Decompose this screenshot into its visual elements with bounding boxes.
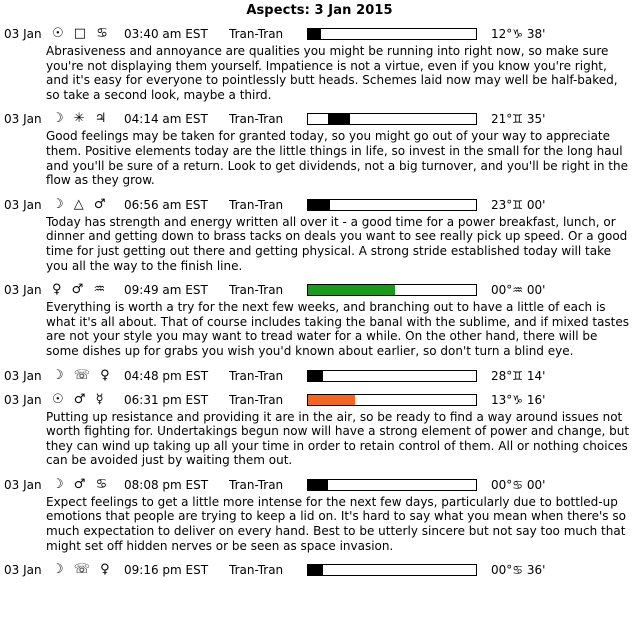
aspect-position: 00°♋ 00' xyxy=(491,477,546,492)
aspect-position: 21°♊ 35' xyxy=(491,112,546,127)
aspect-header-row xyxy=(0,24,639,44)
aspect-time: 04:14 am EST xyxy=(124,112,208,127)
aspect-position: 23°♊ 00' xyxy=(491,197,546,212)
aspect-date: 03 Jan xyxy=(4,112,42,127)
aspect-description: Good feelings may be taken for granted today, so you might go out of your way to appreciate them. Positive elements today are the little things in life, so invest in the small for the long haul and you'll be sure of a return. Look to get dividends, not a big turnover, and you'll be right in the flow as they grow. xyxy=(46,129,628,188)
aspect-strength-bar xyxy=(307,564,477,576)
aspect-position: 12°♑ 38' xyxy=(491,27,546,41)
aspect-strength-bar xyxy=(307,479,477,491)
aspect-strength-bar xyxy=(307,199,477,211)
aspect-date: 03 Jan xyxy=(4,283,42,298)
aspect-entry xyxy=(0,195,639,280)
aspect-strength-bar xyxy=(307,370,477,382)
aspect-description: Putting up resistance and providing it are in the air, so be ready to find a way around issues not worth fighting for. Undertakings begun now will have a strong element of power and change, but they can wind up taking up all your time in order to retain control of them. All or nothing choices can be avoided just by waiting them out. xyxy=(46,409,630,468)
aspect-list xyxy=(0,24,639,584)
aspect-type: Tran-Tran xyxy=(229,27,284,41)
aspect-description: Today has strength and energy written all over it - a good time for a power breakfast, lunch, or dinner and getting down to brass tacks on deals you want to see really pick up speed. Or a good time for just getting out there and getting physical. A strong stride established today will take you all the way to the finish line. xyxy=(46,214,628,273)
aspect-entry xyxy=(0,366,639,390)
aspect-type: Tran-Tran xyxy=(229,197,284,212)
aspect-strength-fill xyxy=(308,480,328,490)
aspect-position: 00°♋ 36' xyxy=(491,563,546,578)
aspect-strength-bar xyxy=(307,28,477,40)
aspect-header-row xyxy=(0,560,639,584)
aspect-header-row xyxy=(0,475,639,495)
aspect-header-row xyxy=(0,280,639,300)
aspect-header-row xyxy=(0,195,639,215)
aspect-glyphs: ☽ △ ♂ xyxy=(52,196,109,212)
aspect-type: Tran-Tran xyxy=(229,477,284,492)
aspect-description: Expect feelings to get a little more intense for the next few days, particularly due to bottled-up emotions that people are trying to keep a lid on. It's hard to say what you mean when there's so much expectation to deliver on every hand. Best to be utterly sincere but not say too much that might set off hidden nerves or be seen as space invasion. xyxy=(46,494,626,553)
aspect-strength-fill xyxy=(308,395,355,405)
aspect-glyphs: ☉ □ ♋ xyxy=(52,26,111,41)
aspect-time: 08:08 pm EST xyxy=(124,477,209,492)
aspect-date: 03 Jan xyxy=(4,477,42,492)
aspect-date: 03 Jan xyxy=(4,197,42,212)
aspect-header-row xyxy=(0,109,639,129)
aspect-type: Tran-Tran xyxy=(229,392,284,407)
aspect-entry xyxy=(0,475,639,560)
aspect-time: 09:16 pm EST xyxy=(124,563,209,578)
aspect-header-row xyxy=(0,366,639,390)
aspect-strength-fill xyxy=(328,114,350,124)
aspect-header-row xyxy=(0,390,639,410)
aspect-type: Tran-Tran xyxy=(229,563,284,578)
aspect-entry xyxy=(0,280,639,365)
aspect-position: 28°♊ 14' xyxy=(491,368,546,383)
aspect-strength-bar xyxy=(307,284,477,296)
aspect-strength-fill xyxy=(308,29,321,39)
aspect-type: Tran-Tran xyxy=(229,283,284,298)
aspect-strength-fill xyxy=(308,285,395,295)
aspect-strength-fill xyxy=(308,200,330,210)
aspect-glyphs: ♀ ♂ ♒ xyxy=(52,282,109,298)
aspect-entry xyxy=(0,390,639,475)
aspect-type: Tran-Tran xyxy=(229,368,284,383)
aspect-time: 09:49 am EST xyxy=(124,283,208,298)
aspect-time: 04:48 pm EST xyxy=(124,368,209,383)
aspect-time: 06:31 pm EST xyxy=(124,392,209,407)
aspect-strength-fill xyxy=(308,371,323,381)
aspect-position: 13°♑ 16' xyxy=(491,392,546,407)
aspect-strength-bar xyxy=(307,394,477,406)
aspect-glyphs: ☽ ♂ ♋ xyxy=(52,476,111,492)
aspect-glyphs: ☽ ☏ ♀ xyxy=(52,367,113,383)
aspect-date: 03 Jan xyxy=(4,392,42,407)
aspect-strength-fill xyxy=(308,565,323,575)
aspect-entry xyxy=(0,24,639,109)
aspect-time: 03:40 am EST xyxy=(124,27,208,41)
aspect-glyphs: ☽ ☏ ♀ xyxy=(52,562,113,578)
aspect-date: 03 Jan xyxy=(4,563,42,578)
aspect-date: 03 Jan xyxy=(4,368,42,383)
aspect-position: 00°♒ 00' xyxy=(491,283,546,298)
aspect-description: Abrasiveness and annoyance are qualities you might be running into right now, so make sure you're not displaying them yourself. Impatience is not a virtue, even if you know you're right, and it's easy for everyone to pointlessly butt heads. Schemes laid now may well be half-baked, so take a second look, maybe a third. xyxy=(46,44,618,102)
aspect-glyphs: ☉ ♂ ☿ xyxy=(52,391,107,407)
aspect-entry xyxy=(0,109,639,194)
aspect-entry xyxy=(0,560,639,584)
aspect-time: 06:56 am EST xyxy=(124,197,208,212)
aspect-strength-bar xyxy=(307,113,477,125)
aspect-glyphs: ☽ ✳ ♃ xyxy=(52,111,110,127)
aspect-description: Everything is worth a try for the next few weeks, and branching out to have a little of each is what it's all about. That of course includes taking the banal with the sublime, and if mixed tastes are not your style you may want to tread water for a while. On the other hand, there will be some dishes up for grabs you wish you'd known about earlier, so don't turn a blind eye. xyxy=(46,300,630,358)
aspect-type: Tran-Tran xyxy=(229,112,284,127)
page-title: Aspects: 3 Jan 2015 xyxy=(246,3,393,18)
aspect-date: 03 Jan xyxy=(4,27,42,41)
